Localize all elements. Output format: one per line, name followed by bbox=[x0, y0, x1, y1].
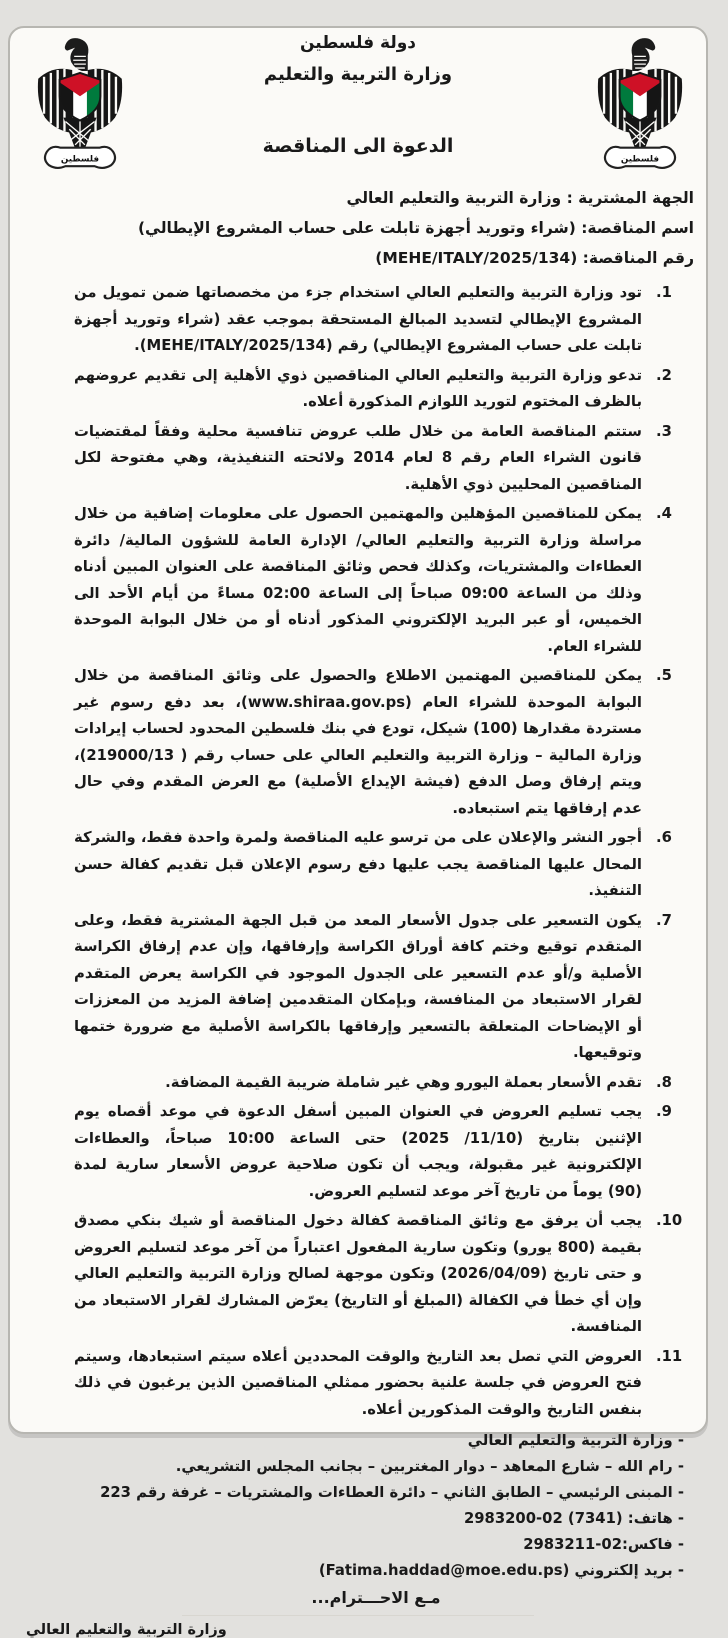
clause-number: 11. bbox=[656, 1347, 683, 1365]
clause-number: 9. bbox=[656, 1103, 672, 1120]
clause-number: 4. bbox=[656, 505, 672, 522]
clause-number: 5. bbox=[656, 667, 672, 684]
contact-line-fax: - فاكس:02-2983211 bbox=[523, 1536, 684, 1553]
clause-number: 3. bbox=[656, 422, 672, 440]
tender-clause bbox=[22, 663, 694, 822]
document-title: الدعوة الى المناقصة bbox=[262, 135, 454, 157]
separator-line bbox=[182, 1615, 534, 1616]
tender-clause bbox=[22, 1070, 694, 1097]
clause-text: العروض التي تصل بعد التاريخ والوقت المحددين أعلاه سيتم استبعادها، وسيتم فتح العروض في جلسة علنية بحضور ممثلي المناقصين الذين يرغبون في ذلك بنفس التاريخ والوقت المذكورين أعلاه. bbox=[74, 1347, 642, 1418]
palestine-coat-of-arms-icon bbox=[584, 36, 696, 172]
tender-clause bbox=[22, 1344, 694, 1424]
clause-number: 6. bbox=[656, 829, 672, 846]
tender-clause bbox=[22, 280, 694, 360]
contact-line-phone: - هاتف: (7341) 02-2983200 bbox=[463, 1510, 684, 1527]
clause-text: ستتم المناقصة العامة من خلال طلب عروض تنافسية محلية وفقاً لمقتضيات قانون الشراء العام رقم 8 لعام 2014 ولائحته التنفيذية، وهي مفتوحة لكل المناقصين المحليين ذوي الأهلية. bbox=[74, 422, 642, 493]
signature-ministry: وزارة التربية والتعليم العالي bbox=[26, 1622, 227, 1638]
contact-line-building: - المبنى الرئيسي – الطابق الثاني – دائرة العطاءات والمشتريات – غرفة رقم 223 bbox=[100, 1484, 684, 1501]
tender-buyer-line: الجهة المشترية : وزارة التربية والتعليم العالي bbox=[346, 189, 694, 207]
tender-info-block bbox=[22, 183, 694, 273]
tender-clause bbox=[22, 1208, 694, 1341]
clause-text: يمكن للمناقصين المؤهلين والمهتمين الحصول على معلومات إضافية من خلال مراسلة وزارة التربية والتعليم العالي/ الإدارة العامة للشؤون المالية/ دائرة العطاءات والمشتريات، وكذلك فحص وثائق المناقصة على العنوان المبين أدناه وذلك من الساعة 09:00 صباحاً إلى الساعة 02:00 مساءً من أيام الأحد الى الخميس، أو عبر البريد الإلكتروني المذكور أدناه أو من خلال البوابة الموحدة للشراء العام. bbox=[74, 505, 642, 655]
clause-number: 2. bbox=[656, 366, 672, 384]
document-panel bbox=[8, 26, 708, 1638]
tender-clause bbox=[22, 363, 694, 416]
clause-number: 10. bbox=[656, 1212, 683, 1229]
tender-number-line: رقم المناقصة: (MEHE/ITALY/2025/134) bbox=[375, 249, 694, 267]
tender-clauses-list bbox=[22, 280, 694, 1423]
contact-block bbox=[22, 1428, 684, 1584]
emblem-banner-text: فلسطين bbox=[60, 154, 100, 165]
palestine-emblem-right bbox=[584, 36, 696, 172]
clause-number: 1. bbox=[656, 284, 672, 301]
contact-line-ministry: - وزارة التربية والتعليم العالي bbox=[467, 1432, 684, 1449]
clause-text: تقدم الأسعار بعملة اليورو وهي غير شاملة ضريبة القيمة المضافة. bbox=[165, 1073, 642, 1091]
tender-clause bbox=[22, 419, 694, 499]
clause-text: يكون التسعير على جدول الأسعار المعد من قبل الجهة المشترية فقط، وعلى المتقدم توقيع وختم كافة أوراق الكراسة وإرفاقها، وإن عدم إرفاق الكراسة الأصلية و/أو عدم التسعير على الجدول الموجود في الكراسة يعرض المتقدم لقرار الاستبعاد من المنافسة، وبإمكان المتقدمين إضافة المزيد من المعززات أو الإيضاحات المتعلقة بالتسعير وإرفاقها بالكراسة الأصلية مع ضرورة ختمها وتوقيعها. bbox=[74, 911, 642, 1061]
contact-line-email: - بريد إلكتروني (Fatima.haddad@moe.edu.ps) bbox=[318, 1562, 684, 1579]
tender-clause bbox=[22, 1099, 694, 1205]
tender-clause bbox=[22, 825, 694, 905]
clause-text: يمكن للمناقصين المهتمين الاطلاع والحصول على وثائق المناقصة من خلال البوابة الموحدة للشراء العام (www.shiraa.gov.ps)، بعد دفع رسوم غير مستردة مقدارها (100) شيكل، تودع في بنك فلسطين المحدود لحساب إيرادات وزارة المالية – وزارة التربية والتعليم العالي على حساب رقم ( 219000/13)، ويتم إرفاق وصل الدفع (فيشة الإيداع الأصلية) مع العرض المقدم وفي حال عدم إرفاقها يتم استبعاده. bbox=[74, 667, 642, 817]
palestine-coat-of-arms-icon bbox=[24, 36, 136, 172]
tender-name-line: اسم المناقصة: (شراء وتوريد أجهزة تابلت على حساب المشروع الإيطالي) bbox=[137, 219, 694, 237]
palestine-emblem-left bbox=[24, 36, 136, 172]
header-ministry-name: وزارة التربية والتعليم bbox=[263, 64, 453, 85]
clause-text: أجور النشر والإعلان على من ترسو عليه المناقصة ولمرة واحدة فقط، والشركة المحال عليها المناقصة يجب عليها دفع رسوم الإعلان قبل تقديم كفالة حسن التنفيذ. bbox=[74, 829, 642, 899]
clause-text: يجب أن يرفق مع وثائق المناقصة كفالة دخول المناقصة أو شيك بنكي مصدق بقيمة (800 يورو) وتكون سارية المفعول اعتباراً من آخر موعد لتسليم العروض و حتى تاريخ (2026/04/09) وتكون موجهة لصالح وزارة التربية والتعليم العالي وإن أي خطأ في الكفالة (المبلغ أو التاريخ) يعرّض المشارك لقرار الاستبعاد من المنافسة. bbox=[74, 1212, 642, 1335]
header-state-name: دولة فلسطين bbox=[299, 33, 417, 53]
tender-clause bbox=[22, 908, 694, 1067]
tender-clause bbox=[22, 501, 694, 660]
clause-text: تود وزارة التربية والتعليم العالي استخدام جزء من مخصصاتها ضمن تمويل من المشروع الإيطالي لتسديد المبالغ المستحقة بموجب عقد (شراء وتوريد أجهزة تابلت على حساب المشروع الإيطالي) رقم (MEHE/ITALY/2025/134). bbox=[74, 284, 642, 354]
clause-text: تدعو وزارة التربية والتعليم العالي المناقصين ذوي الأهلية إلى تقديم عروضهم بالظرف المختوم لتوريد اللوازم المذكورة أعلاه. bbox=[74, 366, 642, 410]
clause-number: 7. bbox=[656, 911, 672, 929]
closing-salutation: مـع الاحـــترام... bbox=[311, 1588, 441, 1607]
contact-line-address: - رام الله – شارع المعاهد – دوار المغتربين – بجانب المجلس التشريعي. bbox=[175, 1458, 684, 1475]
clause-number: 8. bbox=[656, 1073, 672, 1091]
clause-text: يجب تسليم العروض في العنوان المبين أسفل الدعوة في موعد أقصاه يوم الإثنين بتاريخ (11/10/ 2025) حتى الساعة 10:00 صباحاً، والعطاءات الإلكترونية غير مقبولة، ويجب أن تكون صلاحية عروض الأسعار سارية لمدة (90) يوماً من تاريخ آخر موعد لتسليم العروض. bbox=[74, 1103, 642, 1200]
emblem-banner-text: فلسطين bbox=[620, 154, 660, 165]
